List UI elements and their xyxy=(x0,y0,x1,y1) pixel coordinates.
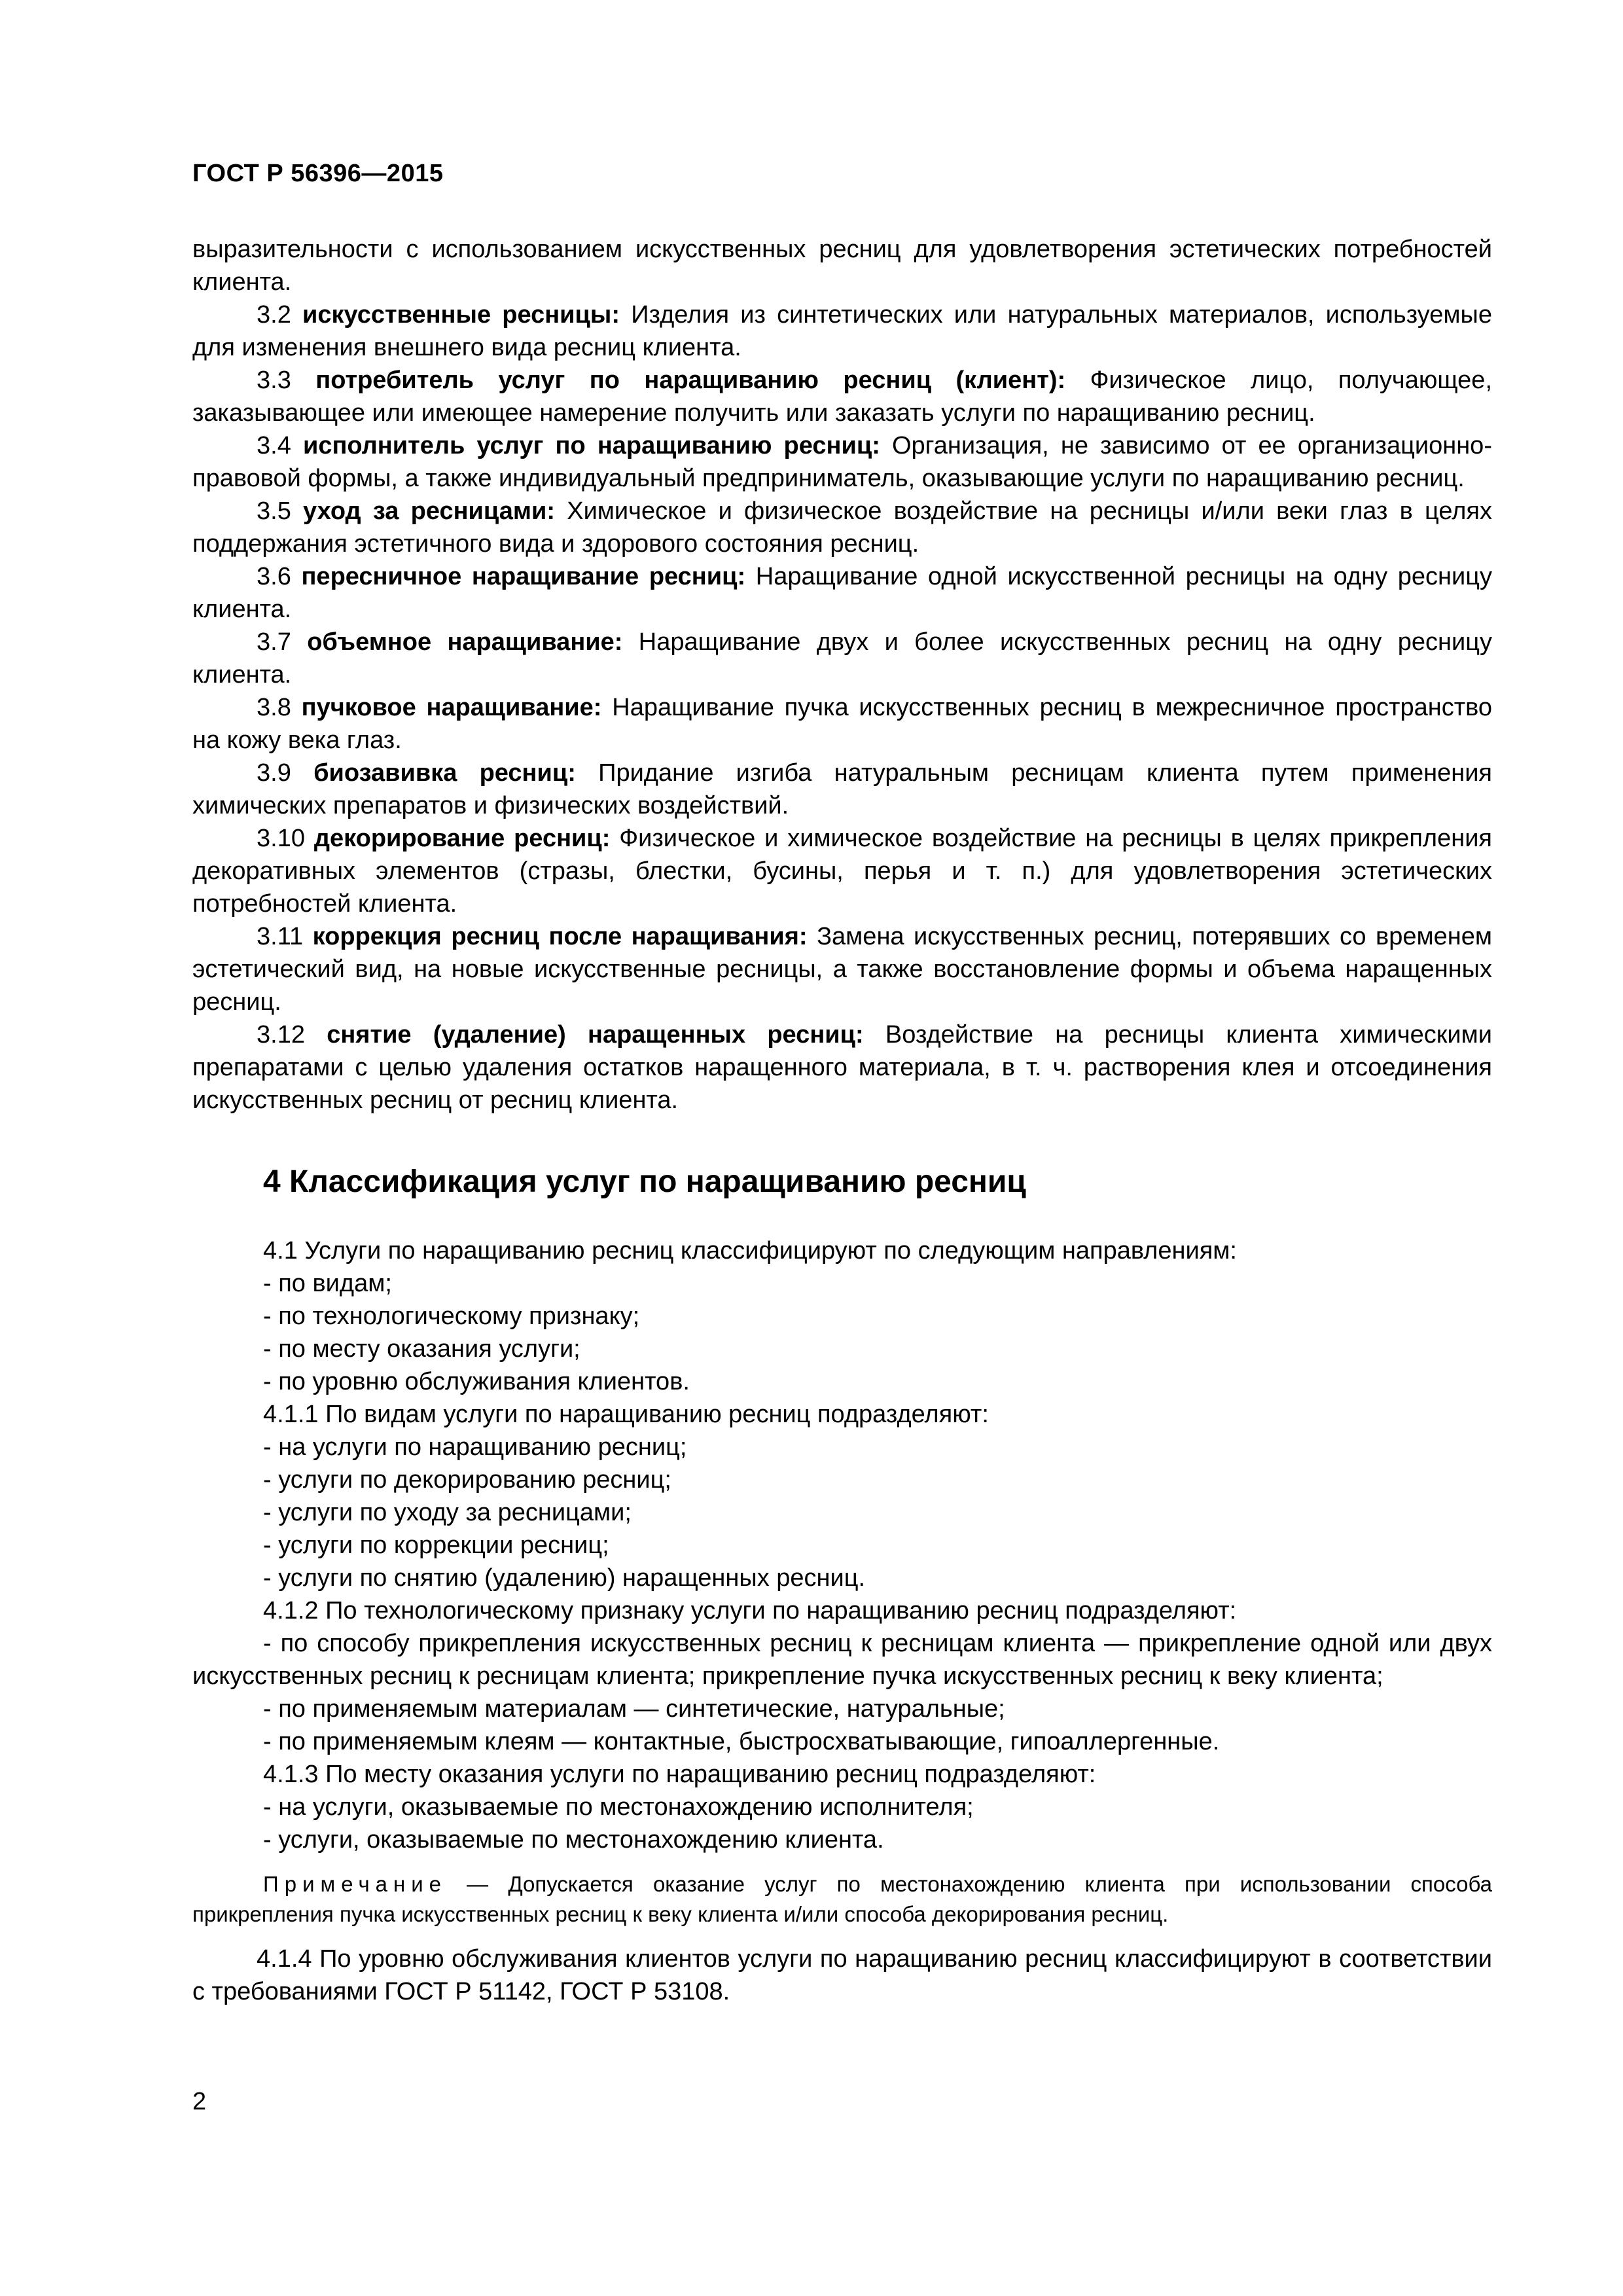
definition-item xyxy=(192,495,1492,560)
note xyxy=(192,1869,1492,1929)
list-item: - услуги, оказываемые по местонахождению клиента. xyxy=(263,1826,884,1854)
definition-term: пересничное наращивание ресниц: xyxy=(301,563,746,590)
list-item: - по видам; xyxy=(263,1270,392,1297)
note-text: — Допускается оказание услуг по местонахождению клиента при использовании способа прикрепления пучка искусственных ресниц к веку клиента и/или способа декорирования ресниц. xyxy=(192,1872,1492,1926)
list-item-attachment-method: - по способу прикрепления искусственных ресниц к ресницам клиента — прикрепление одной или двух искусственных ресниц к ресницам клиента; прикрепление пучка искусственных ресниц к веку клиента; xyxy=(192,1630,1492,1690)
list-item: - услуги по коррекции ресниц; xyxy=(263,1532,609,1559)
list-4-1 xyxy=(192,1267,1492,1398)
definition-term: снятие (удаление) наращенных ресниц: xyxy=(327,1021,864,1049)
definition-item xyxy=(192,364,1492,429)
definition-text: Воздействие на ресницы клиента химическими препаратами с целью удаления остатков наращенного материала, в т. ч. растворения клея и отсоединения искусственных ресниц от ресниц клиента. xyxy=(192,1021,1492,1114)
definition-number: 3.4 xyxy=(257,432,291,459)
definition-term: исполнитель услуг по наращиванию ресниц: xyxy=(302,432,880,459)
definition-number: 3.7 xyxy=(257,628,291,656)
list-item: - услуги по снятию (удалению) наращенных ресниц. xyxy=(263,1564,866,1592)
definition-number: 3.12 xyxy=(257,1021,305,1049)
list-item: - услуги по декорированию ресниц; xyxy=(263,1466,671,1494)
definition-number: 3.10 xyxy=(257,825,305,852)
list-item: - по применяемым клеям — контактные, быстросхватывающие, гипоаллергенные. xyxy=(263,1728,1220,1755)
definition-item xyxy=(192,757,1492,822)
definition-text: Придание изгиба натуральным ресницам клиента путем применения химических препаратов и физических воздействий. xyxy=(192,759,1493,819)
paragraph-4-1-3: 4.1.3 По месту оказания услуги по наращиванию ресниц подразделяют: xyxy=(263,1761,1096,1788)
paragraph-4-1: 4.1 Услуги по наращиванию ресниц классифицируют по следующим направлениям: xyxy=(263,1237,1237,1265)
definition-term: потребитель услуг по наращиванию ресниц (клиент): xyxy=(315,367,1066,394)
list-item: - по уровню обслуживания клиентов. xyxy=(263,1368,690,1395)
definition-number: 3.5 xyxy=(257,497,291,525)
note-label: Примечание xyxy=(263,1872,448,1896)
section-title: 4 Классификация услуг по наращиванию ресниц xyxy=(263,1164,1026,1199)
definition-item xyxy=(192,560,1492,626)
definition-continuation: выразительности с использованием искусственных ресниц для удовлетворения эстетических потребностей клиента. xyxy=(192,236,1492,296)
list-4-1-2 xyxy=(192,1693,1492,1758)
definition-text: Наращивание пучка искусственных ресниц в межресничное пространство на кожу века глаз. xyxy=(192,694,1492,754)
definition-text: Физическое лицо, получающее, заказывающее или имеющее намерение получить или заказать услуги по наращиванию ресниц. xyxy=(192,367,1492,427)
list-item: - по технологическому признаку; xyxy=(263,1302,640,1330)
paragraph-4-1-4: 4.1.4 По уровню обслуживания клиентов услуги по наращиванию ресниц классифицируют в соответствии с требованиями ГОСТ Р 51142, ГОСТ Р 53108. xyxy=(192,1945,1492,2005)
definition-item xyxy=(192,429,1492,495)
list-item: - по применяемым материалам — синтетические, натуральные; xyxy=(263,1695,1005,1723)
definition-item xyxy=(192,1018,1492,1117)
definition-text: Наращивание одной искусственной ресницы на одну ресницу клиента. xyxy=(192,563,1492,623)
definition-text: Химическое и физическое воздействие на ресницы и/или веки глаз в целях поддержания эстетичного вида и здорового состояния ресниц. xyxy=(192,497,1492,558)
definition-number: 3.2 xyxy=(257,301,291,329)
definition-text: Организация, не зависимо от ее организационно-правовой формы, а также индивидуальный предприниматель, оказывающие услуги по наращиванию ресниц. xyxy=(192,432,1492,492)
list-4-1-1 xyxy=(192,1431,1492,1594)
document-header: ГОСТ Р 56396—2015 xyxy=(192,160,444,187)
list-item: - по месту оказания услуги; xyxy=(263,1335,580,1363)
definition-item xyxy=(192,626,1492,691)
paragraph-4-1-1: 4.1.1 По видам услуги по наращиванию ресниц подразделяют: xyxy=(263,1401,989,1428)
definition-term: декорирование ресниц: xyxy=(313,825,611,852)
definition-number: 3.11 xyxy=(257,923,304,950)
definition-item xyxy=(192,920,1492,1018)
list-item: - услуги по уходу за ресницами; xyxy=(263,1499,632,1526)
definition-number: 3.8 xyxy=(257,694,291,721)
definition-term: искусственные ресницы: xyxy=(302,301,620,329)
definition-number: 3.3 xyxy=(257,367,291,394)
definition-item xyxy=(192,298,1492,364)
definition-term: пучковое наращивание: xyxy=(301,694,602,721)
paragraph-4-1-2: 4.1.2 По технологическому признаку услуги по наращиванию ресниц подразделяют: xyxy=(263,1597,1237,1624)
definition-term: биозавивка ресниц: xyxy=(313,759,576,787)
definition-number: 3.9 xyxy=(257,759,291,787)
page-number: 2 xyxy=(192,2088,207,2115)
definition-text: Замена искусственных ресниц, потерявших со временем эстетический вид, на новые искусственные ресницы, а также восстановление формы и объема наращенных ресниц. xyxy=(192,923,1492,1016)
list-item: - на услуги, оказываемые по местонахождению исполнителя; xyxy=(263,1793,974,1821)
list-item: - на услуги по наращиванию ресниц; xyxy=(263,1433,687,1461)
definition-text: Наращивание двух и более искусственных ресниц на одну ресницу клиента. xyxy=(192,628,1492,689)
definition-number: 3.6 xyxy=(257,563,291,590)
definition-term: коррекция ресниц после наращивания: xyxy=(312,923,808,950)
definition-term: уход за ресницами: xyxy=(303,497,555,525)
definition-term: объемное наращивание: xyxy=(307,628,623,656)
definitions-list xyxy=(192,298,1492,1117)
definition-text: Изделия из синтетических или натуральных материалов, используемые для изменения внешнего вида ресниц клиента. xyxy=(192,301,1492,361)
definition-item xyxy=(192,691,1492,757)
document-body xyxy=(192,233,1492,2008)
list-4-1-3 xyxy=(192,1791,1492,1856)
definition-item xyxy=(192,822,1492,920)
definition-text: Физическое и химическое воздействие на ресницы в целях прикрепления декоративных элементов (стразы, блестки, бусины, перья и т. п.) для удовлетворения эстетических потребностей клиента. xyxy=(192,825,1492,918)
